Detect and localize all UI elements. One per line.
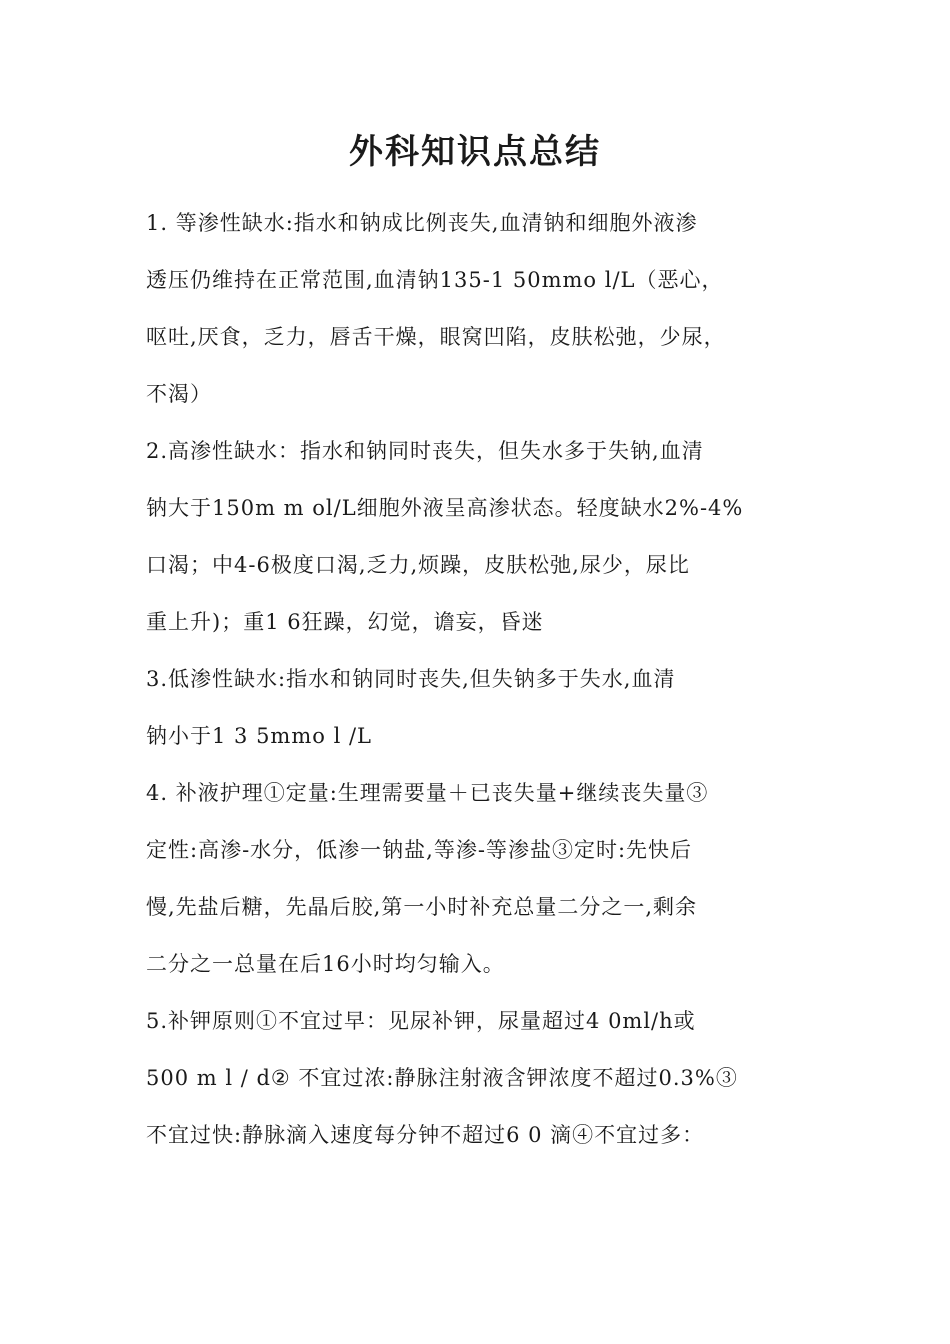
text-line: 呕吐,厌食，乏力，唇舌干燥，眼窝凹陷，皮肤松弛，少尿，	[146, 325, 726, 349]
text-line: 定性:高渗-水分，低渗一钠盐,等渗-等渗盐③定时:先快后	[146, 838, 693, 862]
text-line: 透压仍维持在正常范围,血清钠135-1 50mmo l/L（恶心，	[146, 268, 724, 292]
text-line: 1. 等渗性缺水:指水和钠成比例丧失,血清钠和细胞外液渗	[146, 211, 698, 235]
text-line: 500 m l / d② 不宜过浓:静脉注射液含钾浓度不超过0.3%③	[146, 1066, 738, 1090]
document-title: 外科知识点总结	[349, 132, 601, 172]
text-line: 二分之一总量在后16小时均匀输入。	[146, 952, 505, 976]
paragraph-isotonic-dehydration	[146, 195, 826, 423]
text-line: 4. 补液护理①定量:生理需要量＋已丧失量+继续丧失量③	[146, 781, 709, 805]
text-line: 重上升)；重1 6狂躁，幻觉，谵妄，昏迷	[146, 610, 544, 634]
paragraph-hypertonic-dehydration	[146, 423, 826, 651]
document-body	[146, 195, 826, 1164]
text-line: 5.补钾原则①不宜过早：见尿补钾，尿量超过4 0ml/h或	[146, 1009, 696, 1033]
text-line: 口渴；中4-6极度口渴,乏力,烦躁，皮肤松弛,尿少，尿比	[146, 553, 690, 577]
text-line: 慢,先盐后糖，先晶后胶,第一小时补充总量二分之一,剩余	[146, 895, 698, 919]
text-line: 钠大于150m m ol/L细胞外液呈高渗状态。轻度缺水2%-4%	[146, 496, 744, 520]
text-line: 钠小于1 3 5mmo l /L	[146, 724, 372, 748]
text-line: 2.高渗性缺水：指水和钠同时丧失，但失水多于失钠,血清	[146, 439, 704, 463]
paragraph-potassium-principles	[146, 993, 826, 1164]
paragraph-hypotonic-dehydration	[146, 651, 826, 765]
paragraph-fluid-replacement-care	[146, 765, 826, 993]
text-line: 3.低渗性缺水:指水和钠同时丧失,但失钠多于失水,血清	[146, 667, 676, 691]
text-line: 不宜过快:静脉滴入速度每分钟不超过6 0 滴④不宜过多：	[146, 1123, 705, 1147]
text-line: 不渴）	[146, 382, 212, 406]
